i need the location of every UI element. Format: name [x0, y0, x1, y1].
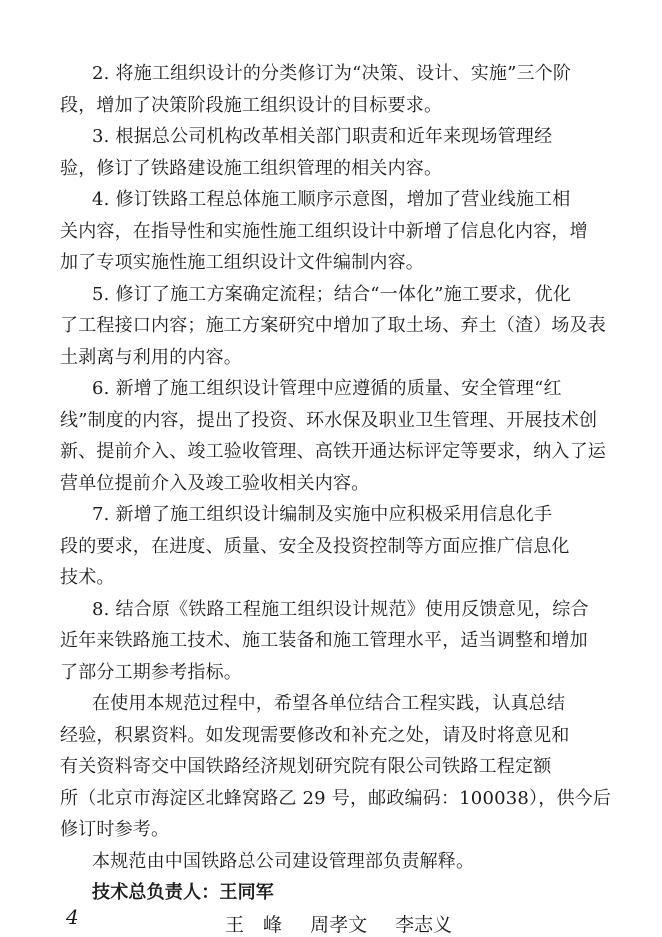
text-line: 经验，积累资料。如发现需要修改和补充之处，请及时将意见和: [60, 725, 570, 746]
text-line: 3. 根据总公司机构改革相关部门职责和近年来现场管理经: [92, 126, 553, 147]
text-line: 本规范由中国铁路总公司建设管理部负责解释。: [92, 851, 475, 872]
text-line: 段，增加了决策阶段施工组织设计的目标要求。: [60, 95, 443, 116]
text-line: 2. 将施工组织设计的分类修订为“决策、设计、实施”三个阶: [92, 63, 572, 84]
text-line: 在使用本规范过程中，希望各单位结合工程实践，认真总结: [92, 693, 566, 714]
text-line: 了工程接口内容；施工方案研究中增加了取土场、弃土（渣）场及表: [60, 315, 606, 336]
text-line: 验，修订了铁路建设施工组织管理的相关内容。: [60, 158, 443, 179]
text-line: 土剥离与利用的内容。: [60, 347, 242, 368]
author-name: 周孝文: [310, 914, 368, 936]
text-line: 所（北京市海淀区北蜂窝路乙 29 号，邮政编码：100038），供今后: [60, 788, 612, 809]
text-line: 5. 修订了施工方案确定流程；结合“一体化”施工要求，优化: [92, 284, 572, 305]
chief-name: 王同军: [219, 882, 275, 903]
text-line: 加了专项实施性施工组织设计文件编制内容。: [60, 252, 424, 273]
author-name: 李志义: [395, 914, 453, 936]
text-line: 6. 新增了施工组织设计管理中应遵循的质量、安全管理“红: [92, 378, 562, 399]
text-line: 新、提前介入、竣工验收管理、高铁开通达标评定等要求，纳入了运: [60, 441, 606, 462]
chief-label: 技术总负责人：: [92, 882, 220, 903]
author-name: 王 峰: [225, 914, 283, 936]
text-line: 7. 新增了施工组织设计编制及实施中应积极采用信息化手: [92, 504, 553, 525]
text-line: 段的要求，在进度、质量、安全及投资控制等方面应推广信息化: [60, 536, 570, 557]
text-line: 技术。: [60, 567, 115, 588]
text-line: 有关资料寄交中国铁路经济规划研究院有限公司铁路工程定额: [60, 756, 552, 777]
text-line: 了部分工期参考指标。: [60, 662, 242, 683]
text-line: 修订时参考。: [60, 819, 170, 840]
authors-line: [225, 913, 452, 937]
text-line: 营单位提前介入及竣工验收相关内容。: [60, 473, 370, 494]
text-line: 线”制度的内容，提出了投资、环水保及职业卫生管理、开展技术创: [60, 410, 598, 431]
text-line: 近年来铁路施工技术、施工装备和施工管理水平，适当调整和增加: [60, 630, 588, 651]
text-line: 8. 结合原《铁路工程施工组织设计规范》使用反馈意见，综合: [92, 599, 589, 620]
text-line: 关内容，在指导性和实施性施工组织设计中新增了信息化内容，增: [60, 221, 588, 242]
page-number: 4: [66, 905, 79, 929]
chief-line: [92, 881, 274, 905]
text-line: 4. 修订铁路工程总体施工顺序示意图，增加了营业线施工相: [92, 189, 571, 210]
